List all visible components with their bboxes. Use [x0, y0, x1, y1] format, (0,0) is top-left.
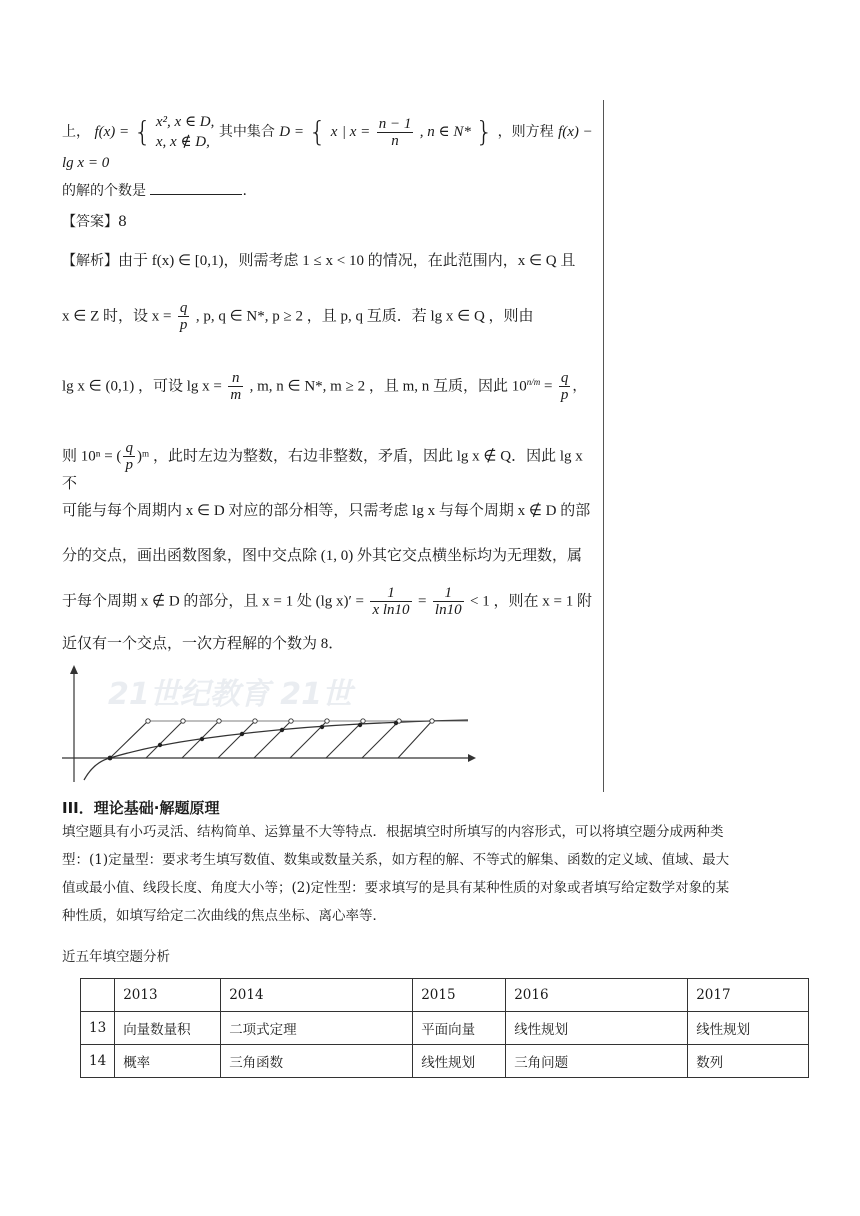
analysis-line-8 [62, 633, 598, 655]
analysis-text-3d: ， [572, 378, 587, 395]
function-graph [60, 662, 480, 784]
fraction-q-p [178, 300, 190, 333]
frac-den: p [179, 317, 188, 333]
frac-den: ln10 [434, 602, 462, 618]
analysis-text-4b: )ᵐ ，此时左边为整数，右边非整数，矛盾，因此 lg x ∉ Q．因此 lg x 不 [62, 448, 583, 492]
frac-num: q [179, 300, 188, 316]
piece-case-2: x, x ∉ D, [155, 134, 210, 150]
table-header-cell [81, 979, 115, 1012]
table-row [81, 1045, 809, 1078]
table-cell: 线性规划 [688, 1012, 809, 1045]
table-cell: 数列 [688, 1045, 809, 1078]
problem-line-2 [62, 180, 598, 202]
set-condition: , n ∈ N* [419, 124, 471, 140]
table-cell: 13 [81, 1012, 115, 1045]
then-text: ，则方程 [497, 124, 554, 140]
paragraph-line-3: 值或最小值、线段长度、角度大小等；(2)定性型：要求填写的是具有某种性质的对象或者填写给定数学对象的某 [62, 880, 730, 896]
exponent-n-m: n/m [526, 376, 541, 387]
analysis-text-3a: lg x ∈ (0,1) ，可设 lg x = [62, 378, 222, 395]
set-text: 其中集合 [218, 124, 275, 140]
analysis-line-1 [62, 250, 598, 272]
fraction-n-m [228, 370, 243, 403]
table-header-cell: 2017 [688, 979, 809, 1012]
set-bar: | x = [341, 124, 371, 140]
analysis-line-5 [62, 500, 598, 522]
set-open-brace: { [308, 115, 327, 148]
analysis-text-8: 近仅有一个交点，一次方程解的个数为 8． [62, 636, 344, 652]
table-cell: 线性规划 [413, 1045, 506, 1078]
function-name: f(x) = [94, 124, 130, 140]
table-header-row [81, 979, 809, 1012]
answer-label: 【答案】 [62, 214, 118, 230]
column-divider [603, 100, 604, 792]
analysis-line-6 [62, 545, 598, 567]
frac-den: m [230, 387, 242, 403]
analysis-text-7a: 于每个周期 x ∉ D 的部分，且 x = 1 处 (lg x)′ = [62, 593, 365, 610]
analysis-text-1: 由于 f(x) ∈ [0,1)，则需考虑 1 ≤ x < 10 的情况，在此范围内，x ∈ Q 且 [118, 253, 576, 269]
set-frac-num: n − 1 [378, 115, 412, 132]
fraction-1-ln10 [433, 585, 464, 618]
equation: f(x) − lg x = 0 [62, 124, 593, 171]
analysis-text-2a: x ∈ Z 时，设 x = [62, 308, 172, 325]
analysis-text-2b: , p, q ∈ N*, p ≥ 2 ，且 p, q 互质．若 lg x ∈ Q ，则由 [195, 308, 534, 325]
analysis-table [80, 978, 809, 1078]
table-cell: 向量数量积 [115, 1012, 221, 1045]
fraction-q-p-3 [123, 440, 135, 473]
table-cell: 线性规划 [506, 1012, 688, 1045]
table-cell: 平面向量 [413, 1012, 506, 1045]
analysis-text-5: 可能与每个周期内 x ∈ D 对应的部分相等，只需考虑 lg x 与每个周期 x ∉ D 的部 [62, 503, 591, 519]
table-cell: 二项式定理 [221, 1012, 413, 1045]
fraction-1-xln10 [370, 585, 411, 618]
analysis-line-3 [62, 370, 598, 403]
answer-value: 8 [118, 214, 127, 230]
analysis-text-7b: < 1 ，则在 x = 1 附 [470, 593, 592, 610]
table-caption: 近五年填空题分析 [62, 949, 170, 965]
table-cell: 概率 [115, 1045, 221, 1078]
paragraph-line-4: 种性质，如填写给定二次曲线的焦点坐标、离心率等． [62, 908, 386, 924]
analysis-text-4a: 则 10ⁿ = ( [62, 448, 122, 465]
table-cell: 三角问题 [506, 1045, 688, 1078]
fraction-q-p-2 [559, 370, 571, 403]
table-cell: 14 [81, 1045, 115, 1078]
section-heading: III．理论基础·解题原理 [62, 799, 220, 817]
frac-num: q [125, 440, 133, 456]
paragraph-line-1: 填空题具有小巧灵活、结构简单、运算量不大等特点．根据填空时所填写的内容形式，可以将填空题分成两种类 [62, 824, 724, 840]
left-brace: { [133, 115, 152, 148]
table-header-cell: 2016 [506, 979, 688, 1012]
frac-den: p [125, 457, 133, 473]
analysis-label: 【解析】 [62, 253, 118, 269]
set-close-brace: } [475, 115, 494, 148]
analysis-text-3b: , m, n ∈ N*, m ≥ 2 ，且 m, n 互质，因此 10 [249, 378, 527, 395]
table-cell: 三角函数 [221, 1045, 413, 1078]
set-frac-den: n [391, 132, 399, 149]
frac-num: 1 [433, 585, 464, 602]
watermark: 21世纪教育 21世 [108, 677, 352, 712]
piece-case-1: x², x ∈ D, [155, 114, 215, 130]
table-header-cell: 2013 [115, 979, 221, 1012]
analysis-text-3c: = [540, 378, 553, 395]
answer-blank [150, 180, 242, 195]
frac-den: p [560, 387, 569, 403]
analysis-line-4 [62, 440, 598, 495]
slanted-segments [110, 721, 432, 758]
table-row [81, 1012, 809, 1045]
set-variable: x [330, 124, 338, 140]
frac-num: 1 [370, 585, 411, 602]
question-period: . [242, 183, 247, 199]
frac-den: x ln10 [372, 602, 410, 618]
frac-num: q [560, 370, 569, 386]
intersection-points [108, 721, 399, 761]
y-axis-arrow [70, 665, 78, 674]
piecewise-cases [156, 112, 215, 152]
set-fraction [377, 116, 414, 149]
equals-sign: = [418, 593, 427, 610]
question-text: 的解的个数是 [62, 183, 146, 199]
analysis-line-7 [62, 585, 598, 618]
set-d-label: D = [279, 124, 304, 140]
table-header-cell: 2015 [413, 979, 506, 1012]
problem-line-1 [62, 112, 598, 174]
answer-line [62, 211, 598, 233]
problem-prefix: 上， [62, 124, 90, 140]
frac-num: n [228, 370, 243, 387]
analysis-line-2 [62, 300, 598, 333]
paragraph-line-2: 型：(1)定量型：要求考生填写数值、数集或数量关系，如方程的解、不等式的解集、函数的定义域、值域、最大 [62, 852, 730, 868]
log-curve [84, 720, 468, 780]
table-header-cell: 2014 [221, 979, 413, 1012]
x-axis-arrow [468, 754, 476, 762]
analysis-text-6: 分的交点，画出函数图象，图中交点除 (1, 0) 外其它交点横坐标均为无理数，属 [62, 548, 582, 564]
